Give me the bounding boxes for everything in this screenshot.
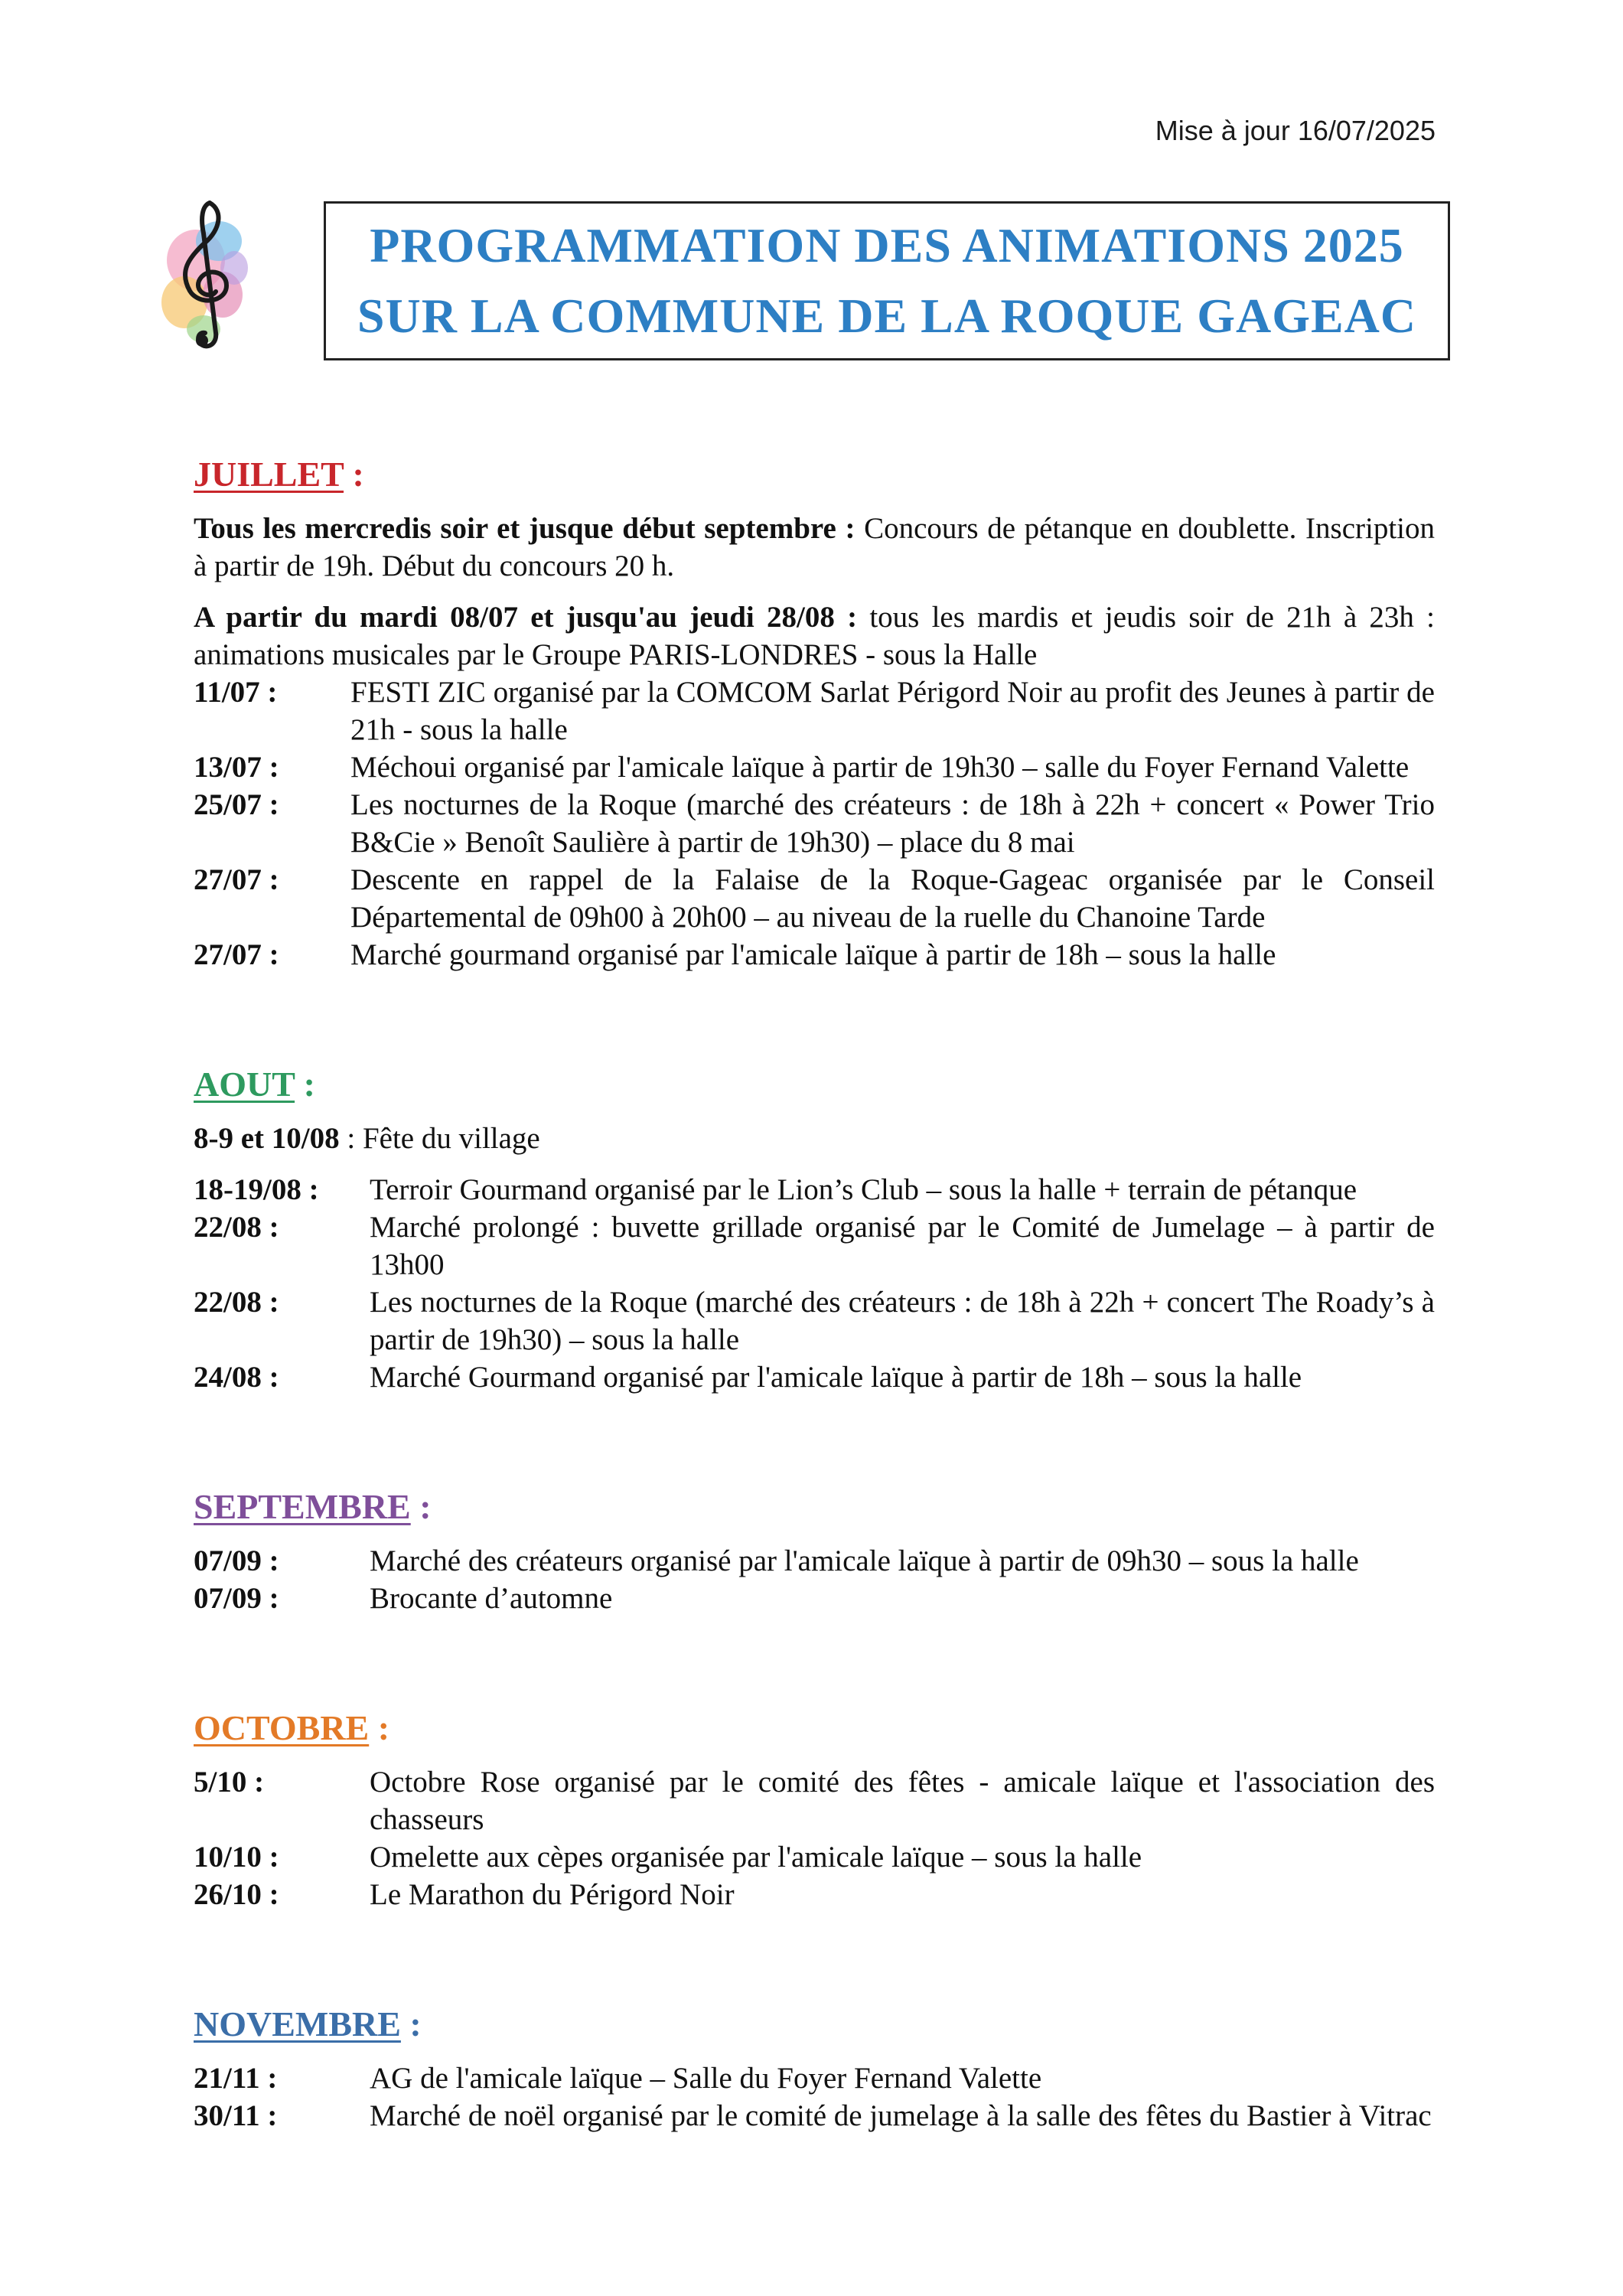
event-date: 22/08 : — [194, 1211, 279, 1244]
heading-colon: : — [344, 455, 364, 494]
event-date: 07/09 : — [194, 1582, 279, 1615]
event-row — [194, 2097, 1435, 2135]
month-heading-octobre — [194, 1709, 1435, 1746]
event-date: 27/07 : — [194, 938, 279, 971]
event-row — [194, 861, 1435, 936]
section-gap — [194, 1396, 1435, 1488]
event-text: Descente en rappel de la Falaise de la Roque-Gageac organisée par le Conseil Départemental de 09h00 à 20h00 – au niveau de la ruelle du Chanoine Tarde — [350, 863, 1435, 934]
event-row — [194, 786, 1435, 861]
month-heading-septembre — [194, 1488, 1435, 1525]
title-line-1: PROGRAMMATION DES ANIMATIONS 2025 — [370, 218, 1404, 272]
event-row — [194, 1876, 1435, 1913]
month-heading-juillet — [194, 455, 1435, 493]
event-date: 22/08 : — [194, 1286, 279, 1319]
event-date: 24/08 : — [194, 1361, 279, 1394]
intro-paragraph — [194, 1120, 1435, 1157]
event-row — [194, 1208, 1435, 1283]
event-text: Marché des créateurs organisé par l'amicale laïque à partir de 09h30 – sous la halle — [370, 1544, 1359, 1577]
event-date: 25/07 : — [194, 788, 279, 821]
intro-paragraph — [194, 510, 1435, 585]
event-text: Marché Gourmand organisé par l'amicale laïque à partir de 18h – sous la halle — [370, 1361, 1302, 1394]
event-text: Les nocturnes de la Roque (marché des créateurs : de 18h à 22h + concert The Roady’s à partir de 19h30) – sous la halle — [370, 1286, 1435, 1356]
event-text: Brocante d’automne — [370, 1582, 613, 1615]
event-date: 26/10 : — [194, 1878, 279, 1911]
title-box — [324, 201, 1450, 360]
treble-clef-icon — [150, 188, 265, 360]
event-text: Marché de noël organisé par le comité de jumelage à la salle des fêtes du Bastier à Vitrac — [370, 2099, 1432, 2132]
event-row — [194, 1358, 1435, 1396]
event-date: 13/07 : — [194, 751, 279, 784]
event-text: Marché prolongé : buvette grillade organisé par le Comité de Jumelage – à partir de 13h00 — [370, 1211, 1435, 1281]
section-gap — [194, 1617, 1435, 1709]
heading-colon: : — [410, 1487, 432, 1526]
event-date: 21/11 : — [194, 2062, 278, 2095]
event-text: Octobre Rose organisé par le comité des fêtes - amicale laïque et l'association des chasseurs — [370, 1766, 1435, 1836]
section-gap — [194, 1913, 1435, 2005]
event-row — [194, 1171, 1435, 1208]
month-name: NOVEMBRE — [194, 2004, 401, 2043]
event-text: Les nocturnes de la Roque (marché des créateurs : de 18h à 22h + concert « Power Trio B&Cie » Benoît Saulière à partir de 19h30) – place du 8 mai — [350, 788, 1435, 859]
event-row — [194, 748, 1435, 786]
intro-paragraph — [194, 598, 1435, 673]
month-name: JUILLET — [194, 455, 344, 494]
event-text: Marché gourmand organisé par l'amicale laïque à partir de 18h – sous la halle — [350, 938, 1276, 971]
event-row — [194, 936, 1435, 974]
intro-bold: Tous les mercredis soir et jusque début septembre : — [194, 512, 855, 545]
event-text: AG de l'amicale laïque – Salle du Foyer Fernand Valette — [370, 2062, 1042, 2095]
event-text: Omelette aux cèpes organisée par l'amicale laïque – sous la halle — [370, 1841, 1142, 1874]
month-name: OCTOBRE — [194, 1708, 370, 1747]
intro-text: Concours de pétanque en doublette. Inscription à partir de 19h. Début du concours 20 h. — [194, 512, 1436, 582]
event-row — [194, 1542, 1435, 1580]
event-date: 27/07 : — [194, 863, 279, 896]
event-row — [194, 2060, 1435, 2097]
event-date: 10/10 : — [194, 1841, 279, 1874]
event-text: Méchoui organisé par l'amicale laïque à partir de 19h30 – salle du Foyer Fernand Valette — [350, 751, 1410, 784]
event-row — [194, 673, 1435, 748]
intro-bold: A partir du mardi 08/07 et jusqu'au jeudi 28/08 : — [194, 601, 858, 634]
month-name: AOUT — [194, 1065, 295, 1104]
event-date: 5/10 : — [194, 1766, 265, 1799]
month-heading-novembre — [194, 2005, 1435, 2043]
event-row — [194, 1283, 1435, 1358]
heading-colon: : — [295, 1065, 315, 1104]
intro-bold: 8-9 et 10/08 — [194, 1122, 340, 1155]
update-date: Mise à jour 16/07/2025 — [1155, 115, 1436, 146]
event-row — [194, 1838, 1435, 1876]
event-text: Terroir Gourmand organisé par le Lion’s Club – sous la halle + terrain de pétanque — [370, 1173, 1357, 1206]
intro-text: : Fête du village — [339, 1122, 540, 1155]
program-content — [194, 455, 1435, 2135]
event-date: 30/11 : — [194, 2099, 278, 2132]
title-line-2: SUR LA COMMUNE DE LA ROQUE GAGEAC — [357, 289, 1417, 343]
month-name: SEPTEMBRE — [194, 1487, 411, 1526]
event-text: Le Marathon du Périgord Noir — [370, 1878, 735, 1911]
heading-colon: : — [400, 2004, 422, 2043]
intro-text: tous les mardis et jeudis soir de 21h à 23h : animations musicales par le Groupe PARIS-LONDRES - sous la Halle — [194, 601, 1435, 671]
event-row — [194, 1580, 1435, 1617]
event-date: 07/09 : — [194, 1544, 279, 1577]
event-row — [194, 1763, 1435, 1838]
event-date: 18-19/08 : — [194, 1173, 319, 1206]
event-text: FESTI ZIC organisé par la COMCOM Sarlat Périgord Noir au profit des Jeunes à partir de 21h - sous la halle — [350, 676, 1435, 746]
section-gap — [194, 974, 1435, 1065]
event-date: 11/07 : — [194, 676, 278, 709]
heading-colon: : — [369, 1708, 390, 1747]
month-heading-aout — [194, 1065, 1435, 1103]
